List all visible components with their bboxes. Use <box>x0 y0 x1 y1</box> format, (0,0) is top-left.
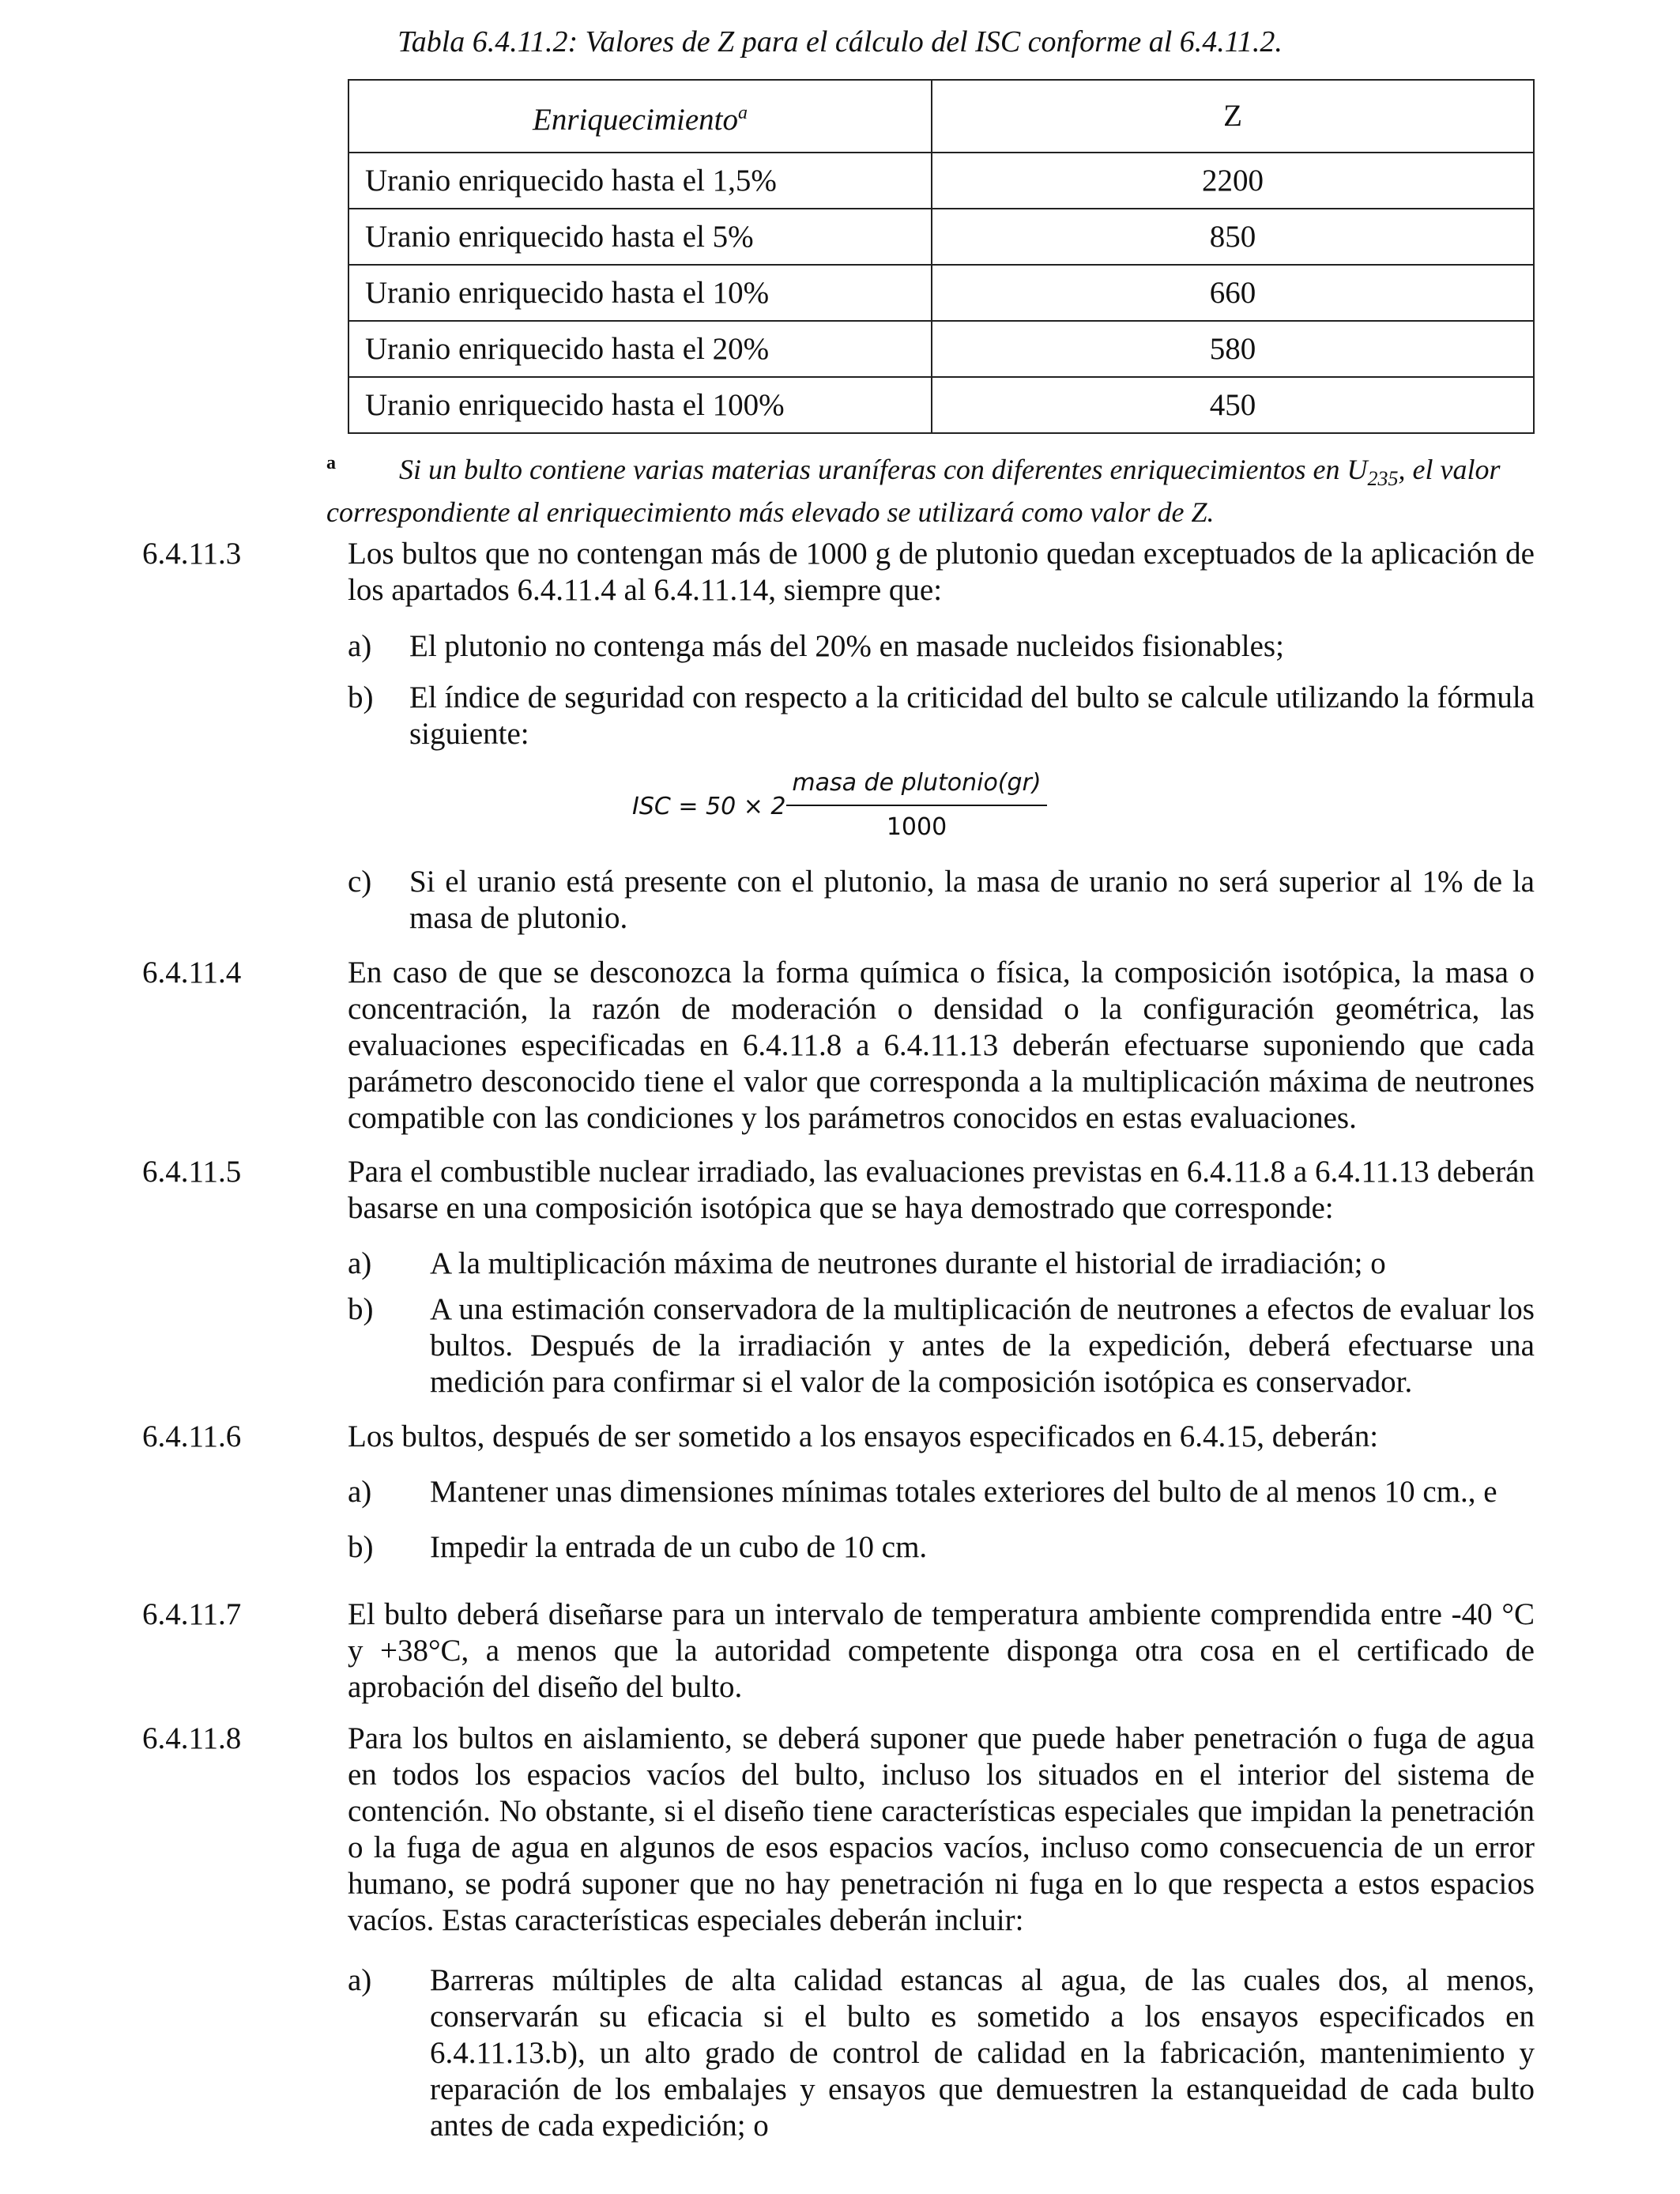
section-number-6-4-11-5: 6.4.11.5 <box>142 1155 242 1189</box>
section-number-6-4-11-8: 6.4.11.8 <box>142 1721 242 1755</box>
row-label: Uranio enriquecido hasta el 10% <box>348 265 932 321</box>
footnote-text-2: , el valor correspondiente al enriquecimiento más elevado se utilizará como valor de Z. <box>326 454 1501 529</box>
header-footnote-mark: a <box>737 102 748 123</box>
formula-lhs: ISC = 50 × 2 <box>632 793 786 820</box>
item-text: El índice de seguridad con respecto a la criticidad del bulto se calcule utilizando la fórmula siguiente: <box>409 680 1535 751</box>
header-enriquecimiento: Enriquecimiento$^a$ <box>348 80 932 153</box>
row-label: Uranio enriquecido hasta el 100% <box>348 377 932 433</box>
row-value: 580 <box>932 321 1534 377</box>
item-text: Mantener unas dimensiones mínimas totales exteriores del bulto de al menos 10 cm., e <box>430 1475 1497 1509</box>
section-6-4-11-5-intro: Para el combustible nuclear irradiado, las evaluaciones previstas en 6.4.11.8 a 6.4.11.13 deberán basarse en una composición isotópica que se haya demostrado que corresponde: <box>348 1155 1535 1225</box>
table-caption: Tabla 6.4.11.2: Valores de Z para el cálculo del ISC conforme al 6.4.11.2. <box>397 25 1283 58</box>
item-label: a) <box>348 1246 372 1280</box>
footnote-mark: a <box>326 453 336 473</box>
table-row <box>348 321 1534 377</box>
section-number-6-4-11-7: 6.4.11.7 <box>142 1597 242 1631</box>
table-header-row <box>348 80 1534 153</box>
formula-numerator: masa de plutonio(gr) <box>786 765 1047 806</box>
item-label: a) <box>348 1475 372 1509</box>
section-6-4-11-4-text: En caso de que se desconozca la forma química o física, la composición isotópica, la masa o concentración, la razón de moderación o densidad o la configuración geométrica, las evaluaciones especificadas en 6.4.11.8 a 6.4.11.13 deberán efectuarse suponiendo que cada parámetro desconocido tiene el valor que corresponda a la multiplicación máxima de neutrones compatible con las condiciones y los parámetros conocidos en estas evaluaciones. <box>348 956 1535 1135</box>
item-label: a) <box>348 1963 372 1997</box>
row-value: 850 <box>932 209 1534 265</box>
section-number-6-4-11-3: 6.4.11.3 <box>142 537 242 571</box>
item-label: c) <box>348 865 372 899</box>
header-z: Z <box>932 80 1534 153</box>
section-number-6-4-11-6: 6.4.11.6 <box>142 1419 242 1453</box>
row-label: Uranio enriquecido hasta el 1,5% <box>348 153 932 209</box>
item-label: b) <box>348 680 374 714</box>
item-label: b) <box>348 1530 374 1564</box>
footnote-subscript: 235 <box>1367 467 1399 491</box>
section-6-4-11-3-intro: Los bultos que no contengan más de 1000 g de plutonio quedan exceptuados de la aplicación de los apartados 6.4.11.4 al 6.4.11.14, siempre que: <box>348 537 1535 607</box>
item-text: Impedir la entrada de un cubo de 10 cm. <box>430 1530 928 1564</box>
footnote-text-1: Si un bulto contiene varias materias uraníferas con diferentes enriquecimientos en U <box>399 454 1368 485</box>
item-text: A una estimación conservadora de la multiplicación de neutrones a efectos de evaluar los bultos. Después de la irradiación y antes de la expedición, deberá efectuarse una medición para confirmar si el valor de la composición isotópica es conservador. <box>430 1292 1535 1399</box>
row-label: Uranio enriquecido hasta el 20% <box>348 321 932 377</box>
table-row <box>348 265 1534 321</box>
section-number-6-4-11-4: 6.4.11.4 <box>142 956 242 990</box>
row-value: 660 <box>932 265 1534 321</box>
item-label: b) <box>348 1292 374 1326</box>
section-6-4-11-6-intro: Los bultos, después de ser sometido a los ensayos especificados en 6.4.15, deberán: <box>348 1419 1379 1453</box>
table-row <box>348 153 1534 209</box>
item-text: Barreras múltiples de alta calidad estancas al agua, de las cuales dos, al menos, conservarán su eficacia si el bulto es sometido a los ensayos especificados en 6.4.11.13.b), un alto grado de control de calidad en la fabricación, mantenimiento y reparación de los embalajes y ensayos que demuestren la estanqueidad de cada bulto antes de cada expedición; o <box>430 1963 1535 2143</box>
row-value: 450 <box>932 377 1534 433</box>
table-footnote <box>326 447 1535 529</box>
row-value: 2200 <box>932 153 1534 209</box>
item-text: Si el uranio está presente con el plutonio, la masa de uranio no será superior al 1% de la masa de plutonio. <box>409 865 1535 935</box>
z-values-table <box>348 79 1535 434</box>
section-6-4-11-7-text: El bulto deberá diseñarse para un intervalo de temperatura ambiente comprendida entre -40 °C y +38°C, a menos que la autoridad competente disponga otra cosa en el certificado de aprobación del diseño del bulto. <box>348 1597 1535 1704</box>
item-text: A la multiplicación máxima de neutrones durante el historial de irradiación; o <box>430 1246 1386 1280</box>
formula-fraction <box>786 765 1047 846</box>
formula-denominator: 1000 <box>886 813 947 841</box>
section-6-4-11-8-intro: Para los bultos en aislamiento, se deberá suponer que puede haber penetración o fuga de agua en todos los espacios vacíos del bulto, incluso los situados en el interior del sistema de contención. No obstante, si el diseño tiene características especiales que impidan la penetración o la fuga de agua en algunos de esos espacios vacíos, incluso como consecuencia de un error humano, se podrá suponer que no hay penetración ni fuga en lo que respecta a estos espacios vacíos. Estas características especiales deberán incluir: <box>348 1721 1535 1937</box>
table-row <box>348 209 1534 265</box>
row-label: Uranio enriquecido hasta el 5% <box>348 209 932 265</box>
item-label: a) <box>348 629 372 663</box>
item-text: El plutonio no contenga más del 20% en masade nucleidos fisionables; <box>409 629 1284 663</box>
table-row <box>348 377 1534 433</box>
